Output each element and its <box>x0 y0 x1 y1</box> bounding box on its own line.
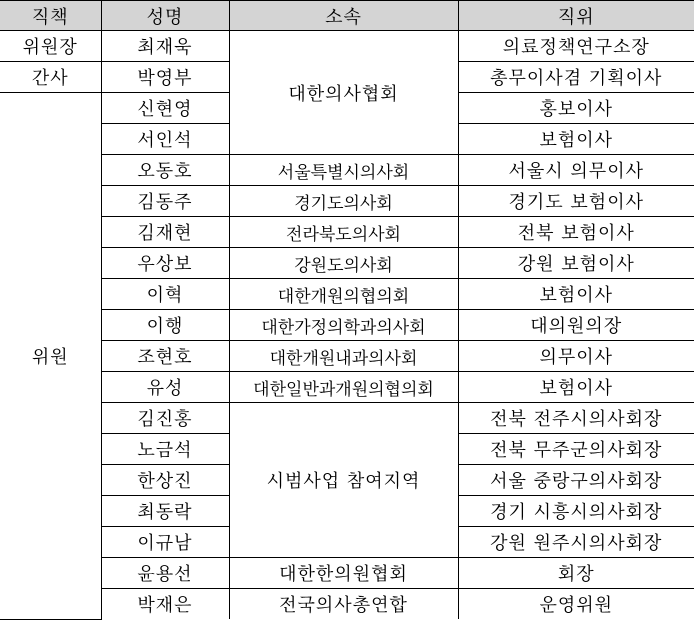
name-cell: 박재은 <box>101 589 229 620</box>
header-name: 성명 <box>101 1 229 31</box>
table-row <box>0 589 694 620</box>
position-cell: 회장 <box>458 558 694 589</box>
table-row <box>0 186 694 217</box>
header-org: 소속 <box>229 1 458 31</box>
position-cell: 보험이사 <box>458 372 694 403</box>
position-cell: 보험이사 <box>458 279 694 310</box>
position-cell: 서울시 의무이사 <box>458 155 694 186</box>
table-row <box>0 310 694 341</box>
name-cell: 노금석 <box>101 434 229 465</box>
org-cell: 전라북도의사회 <box>229 217 458 248</box>
position-cell: 대의원의장 <box>458 310 694 341</box>
name-cell: 이행 <box>101 310 229 341</box>
role-cell: 위원장 <box>0 31 101 62</box>
header-role: 직책 <box>0 1 101 31</box>
table-row <box>0 279 694 310</box>
org-cell: 시범사업 참여지역 <box>229 403 458 558</box>
org-cell: 서울특별시의사회 <box>229 155 458 186</box>
org-cell: 강원도의사회 <box>229 248 458 279</box>
name-cell: 김동주 <box>101 186 229 217</box>
org-cell: 대한개원의협의회 <box>229 279 458 310</box>
org-cell: 경기도의사회 <box>229 186 458 217</box>
name-cell: 신현영 <box>101 93 229 124</box>
position-cell: 경기도 보험이사 <box>458 186 694 217</box>
position-cell: 보험이사 <box>458 124 694 155</box>
position-cell: 의료정책연구소장 <box>458 31 694 62</box>
name-cell: 오동호 <box>101 155 229 186</box>
name-cell: 최재욱 <box>101 31 229 62</box>
name-cell: 우상보 <box>101 248 229 279</box>
table-row <box>0 31 694 62</box>
header-position: 직위 <box>458 1 694 31</box>
name-cell: 김재현 <box>101 217 229 248</box>
position-cell: 총무이사겸 기획이사 <box>458 62 694 93</box>
position-cell: 홍보이사 <box>458 93 694 124</box>
table-row <box>0 558 694 589</box>
position-cell: 의무이사 <box>458 341 694 372</box>
position-cell: 전북 무주군의사회장 <box>458 434 694 465</box>
table-row <box>0 248 694 279</box>
name-cell: 한상진 <box>101 465 229 496</box>
position-cell: 전북 전주시의사회장 <box>458 403 694 434</box>
position-cell: 운영위원 <box>458 589 694 620</box>
name-cell: 김진홍 <box>101 403 229 434</box>
position-cell: 강원 보험이사 <box>458 248 694 279</box>
role-cell: 간사 <box>0 62 101 93</box>
name-cell: 박영부 <box>101 62 229 93</box>
table-row <box>0 217 694 248</box>
position-cell: 서울 중랑구의사회장 <box>458 465 694 496</box>
org-cell: 대한일반과개원의협의회 <box>229 372 458 403</box>
name-cell: 유성 <box>101 372 229 403</box>
table-row <box>0 403 694 434</box>
org-cell: 대한개원내과의사회 <box>229 341 458 372</box>
org-cell: 대한한의원협회 <box>229 558 458 589</box>
role-cell: 위원 <box>0 93 101 620</box>
org-cell: 대한의사협회 <box>229 31 458 155</box>
table-row <box>0 372 694 403</box>
position-cell: 전북 보험이사 <box>458 217 694 248</box>
name-cell: 이규남 <box>101 527 229 558</box>
name-cell: 이혁 <box>101 279 229 310</box>
position-cell: 경기 시흥시의사회장 <box>458 496 694 527</box>
header-row <box>0 1 694 31</box>
org-cell: 대한가정의학과의사회 <box>229 310 458 341</box>
name-cell: 윤용선 <box>101 558 229 589</box>
org-cell: 전국의사총연합 <box>229 589 458 620</box>
table-row <box>0 341 694 372</box>
table-row <box>0 155 694 186</box>
position-cell: 강원 원주시의사회장 <box>458 527 694 558</box>
name-cell: 최동락 <box>101 496 229 527</box>
name-cell: 조현호 <box>101 341 229 372</box>
name-cell: 서인석 <box>101 124 229 155</box>
